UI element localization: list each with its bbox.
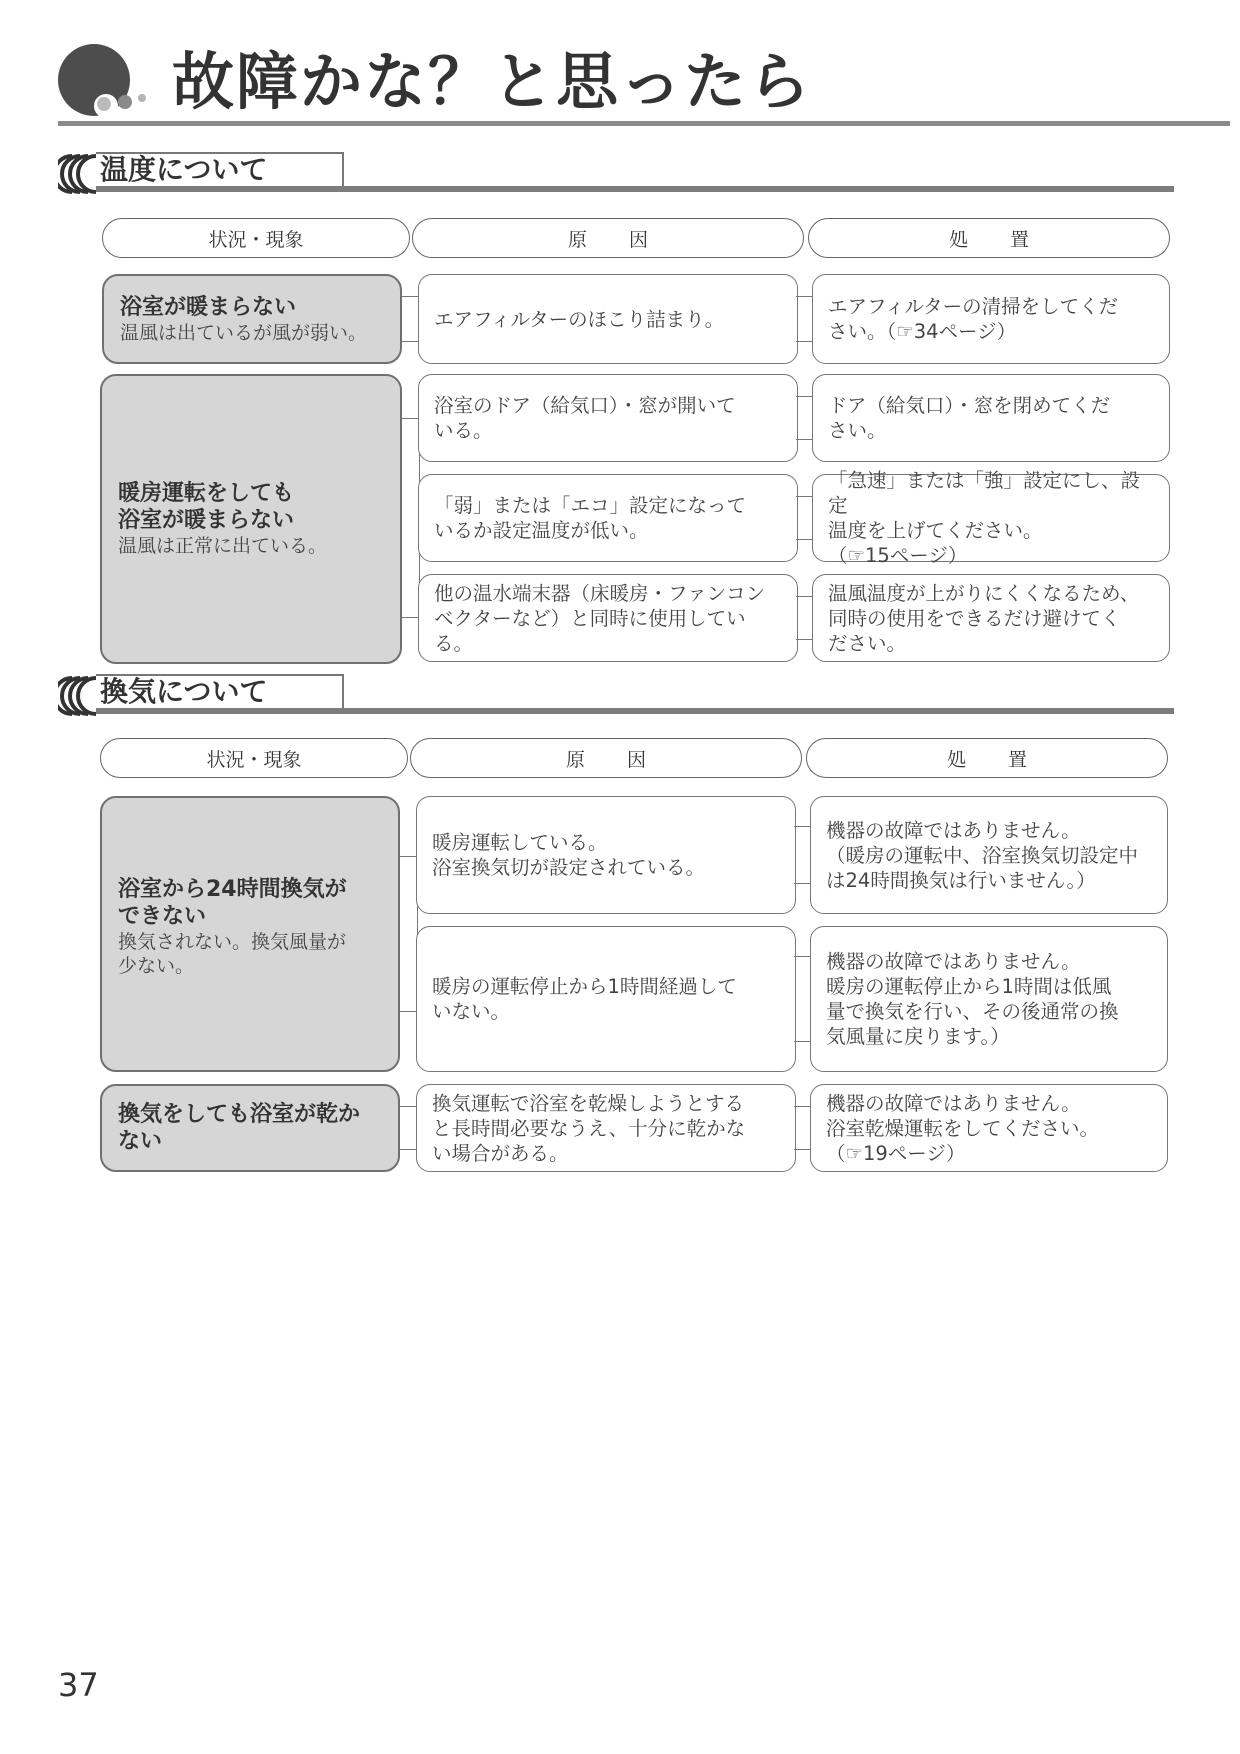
section-rule <box>96 186 1174 192</box>
cause-cell: エアフィルターのほこり詰まり。 <box>418 274 798 364</box>
cause-cell: 暖房の運転停止から1時間経過して いない。 <box>416 926 796 1072</box>
section-heading-ventilation <box>58 674 1174 720</box>
page-title: 故障かな？と思ったら <box>172 45 813 118</box>
remedy-cell: 機器の故障ではありません。 暖房の運転停止から1時間は低風 量で換気を行い、その後通常の換 気風量に戻ります。） <box>810 926 1168 1072</box>
column-header-cause: 原 因 <box>410 738 802 778</box>
remedy-cell: 機器の故障ではありません。 （暖房の運転中、浴室換気切設定中 は24時間換気は行いません。） <box>810 796 1168 914</box>
cause-cell: 浴室のドア（給気口）・窓が開いて いる。 <box>418 374 798 462</box>
situation-subtext: 温風は出ているが風が弱い。 <box>120 321 368 344</box>
cause-cell: 「弱」または「エコ」設定になって いるか設定温度が低い。 <box>418 474 798 562</box>
situation-title: 暖房運転をしても 浴室が暖まらない <box>118 481 295 533</box>
situation-box <box>100 796 400 1072</box>
situation-box <box>102 274 402 364</box>
title-rule <box>58 121 1230 126</box>
section-heading-label: 温度について <box>100 153 268 186</box>
title-bullet-icon <box>58 40 150 120</box>
page-number: 37 <box>58 1666 99 1704</box>
remedy-cell: 温風温度が上がりにくくなるため、 同時の使用をできるだけ避けてく ださい。 <box>812 574 1170 662</box>
column-header-remedy: 処 置 <box>806 738 1168 778</box>
situation-subtext: 温風は正常に出ている。 <box>118 535 328 557</box>
section-heading-label: 換気について <box>100 675 268 708</box>
remedy-cell: 機器の故障ではありません。 浴室乾燥運転をしてください。 （☞19ページ） <box>810 1084 1168 1172</box>
situation-title: 浴室から24時間換気が できない <box>118 877 347 929</box>
cause-cell: 暖房運転している。 浴室換気切が設定されている。 <box>416 796 796 914</box>
situation-subtext: 換気されない。換気風量が 少ない。 <box>118 931 347 977</box>
remedy-cell: ドア（給気口）・窓を閉めてくだ さい。 <box>812 374 1170 462</box>
column-header-remedy: 処 置 <box>808 218 1170 258</box>
column-header-situation: 状況・現象 <box>100 738 408 778</box>
section-heading-temperature <box>58 152 1174 198</box>
remedy-cell: エアフィルターの清掃をしてくだ さい。（☞34ページ） <box>812 274 1170 364</box>
section-rule <box>96 708 1174 714</box>
remedy-cell: 「急速」または「強」設定にし、設定 温度を上げてください。 （☞15ページ） <box>812 474 1170 562</box>
cause-cell: 換気運転で浴室を乾燥しようとする と長時間必要なうえ、十分に乾かな い場合がある。 <box>416 1084 796 1172</box>
situation-title: 浴室が暖まらない <box>120 294 297 320</box>
column-header-situation: 状況・現象 <box>102 218 410 258</box>
situation-box <box>100 1084 400 1172</box>
situation-title: 換気をしても浴室が乾か ない <box>118 1102 361 1154</box>
column-header-cause: 原 因 <box>412 218 804 258</box>
cause-cell: 他の温水端末器（床暖房・ファンコン ベクターなど）と同時に使用している。 <box>418 574 798 662</box>
situation-box <box>100 374 402 664</box>
